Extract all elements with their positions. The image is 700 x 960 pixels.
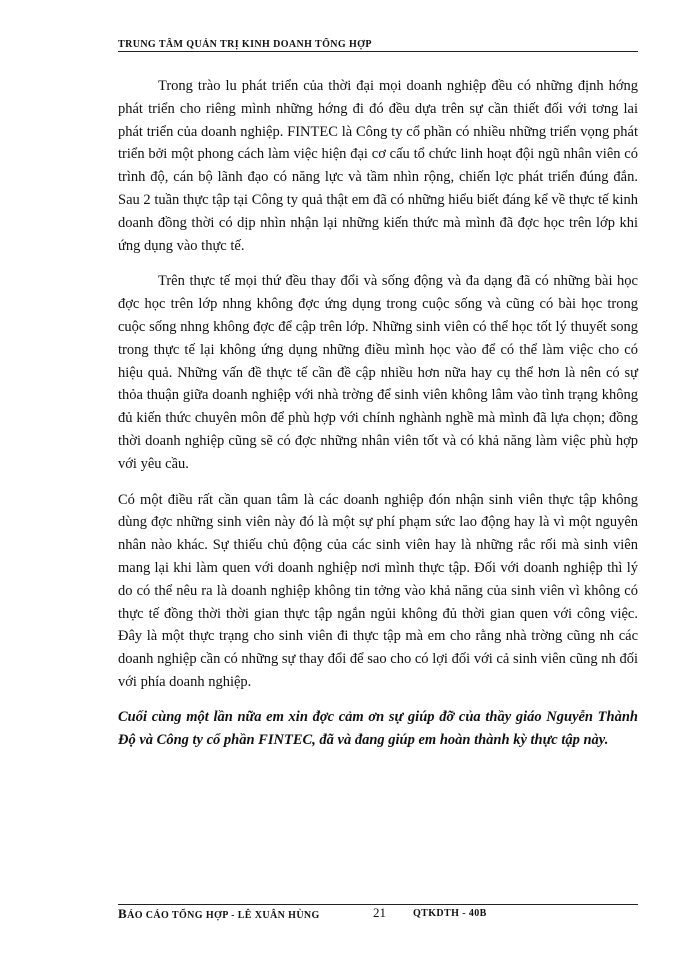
paragraph-thanks: Cuối cùng một lần nữa em xin đợc cảm ơn sự giúp đỡ của thầy giáo Nguyễn Thành Độ và Công ty cổ phần FINTEC, đã và đang giúp em hoàn thành kỳ thực tập này. [118,708,638,748]
header-divider [118,51,638,52]
footer-class-code: QTKDTH - 40B [413,908,487,919]
page-body [118,75,638,751]
footer-initial: B [118,906,128,921]
paragraph-concern: Có một điều rất cần quan tâm là các doanh nghiệp đón nhận sinh viên thực tập không dùng đợc những sinh viên này đó là một sự phí phạm sức lao động hay là vì một nguyên nhân nào khác. Sự thiếu chủ động của các sinh viên hay là những rắc rối mà sinh viên mang lại khi làm quen với doanh nghiệp nơi mình thực tập. Đối với doanh nghiệp thì lý do có thể nêu ra là doanh nghiệp không tin tởng vào khả năng của sinh viên vì không có thực tế đồng thời thời gian thực tập ngắn ngủi không đủ thời gian quen với công việc. Đây là một thực trạng cho sinh viên đi thực tập mà em cho rằng nhà trờng cũng nh các doanh nghiệp cần có những sự thay đổi để sao cho có lợi đối với cả sinh viên cũng nh đối với phía doanh nghiệp. [118,491,638,690]
footer-report-title [118,906,320,924]
page-header: TRUNG TÂM QUẢN TRỊ KINH DOANH TỔNG HỢP [118,39,372,50]
paragraph-reality: Trên thực tế mọi thứ đều thay đổi và sống động và đa dạng đã có những bài học đợc học trên lớp nhng không đợc ứng dụng trong cuộc sống và cũng có bài học trong cuộc sống nhng không đợc để cập trên lớp. Những sinh viên có thể học tốt lý thuyết song trong thực tế lại không ứng dụng những điều mình học vào để có thể làm việc cho có hiệu quả. Những vấn đề thực tế cần đề cập nhiều hơn nữa hay cụ thể hơn là nên có sự thỏa thuận giữa doanh nghiệp với nhà trờng để sinh viên không lâm vào tình trạng không đủ kiến thức chuyên môn để phù hợp với chính nghành nghề mà mình đã lựa chọn; đồng thời doanh nghiệp cũng sẽ có đợc những nhân viên tốt và có khả năng làm việc phù hợp với yêu cầu. [118,273,638,472]
paragraph-intro: Trong trào lu phát triển của thời đại mọi doanh nghiệp đều có những định hớng phát triển cho riêng mình những hớng đi đó đều dựa trên sự cần thiết đối với tơng lai phát triển của doanh nghiệp. FINTEC là Công ty cổ phần có nhiều những triển vọng phát triển bởi một phong cách làm việc hiện đại cơ cấu tổ chức linh hoạt đội ngũ nhân viên có trình độ, cán bộ lãnh đạo có năng lực và tầm nhìn rộng, chiến lợc phát triển đúng đắn. Sau 2 tuần thực tập tại Công ty quả thật em đã có những hiểu biết đáng kể về thực tế kinh doanh đồng thời có dịp nhìn nhận lại những kiến thức mà mình đã đợc học trên lớp khi ứng dụng vào thực tế. [118,78,638,254]
footer-report-text: ÁO CÁO TỔNG HỢP - LÊ XUÂN HÙNG [127,910,320,921]
page-footer [118,906,638,922]
page-number: 21 [373,905,386,920]
